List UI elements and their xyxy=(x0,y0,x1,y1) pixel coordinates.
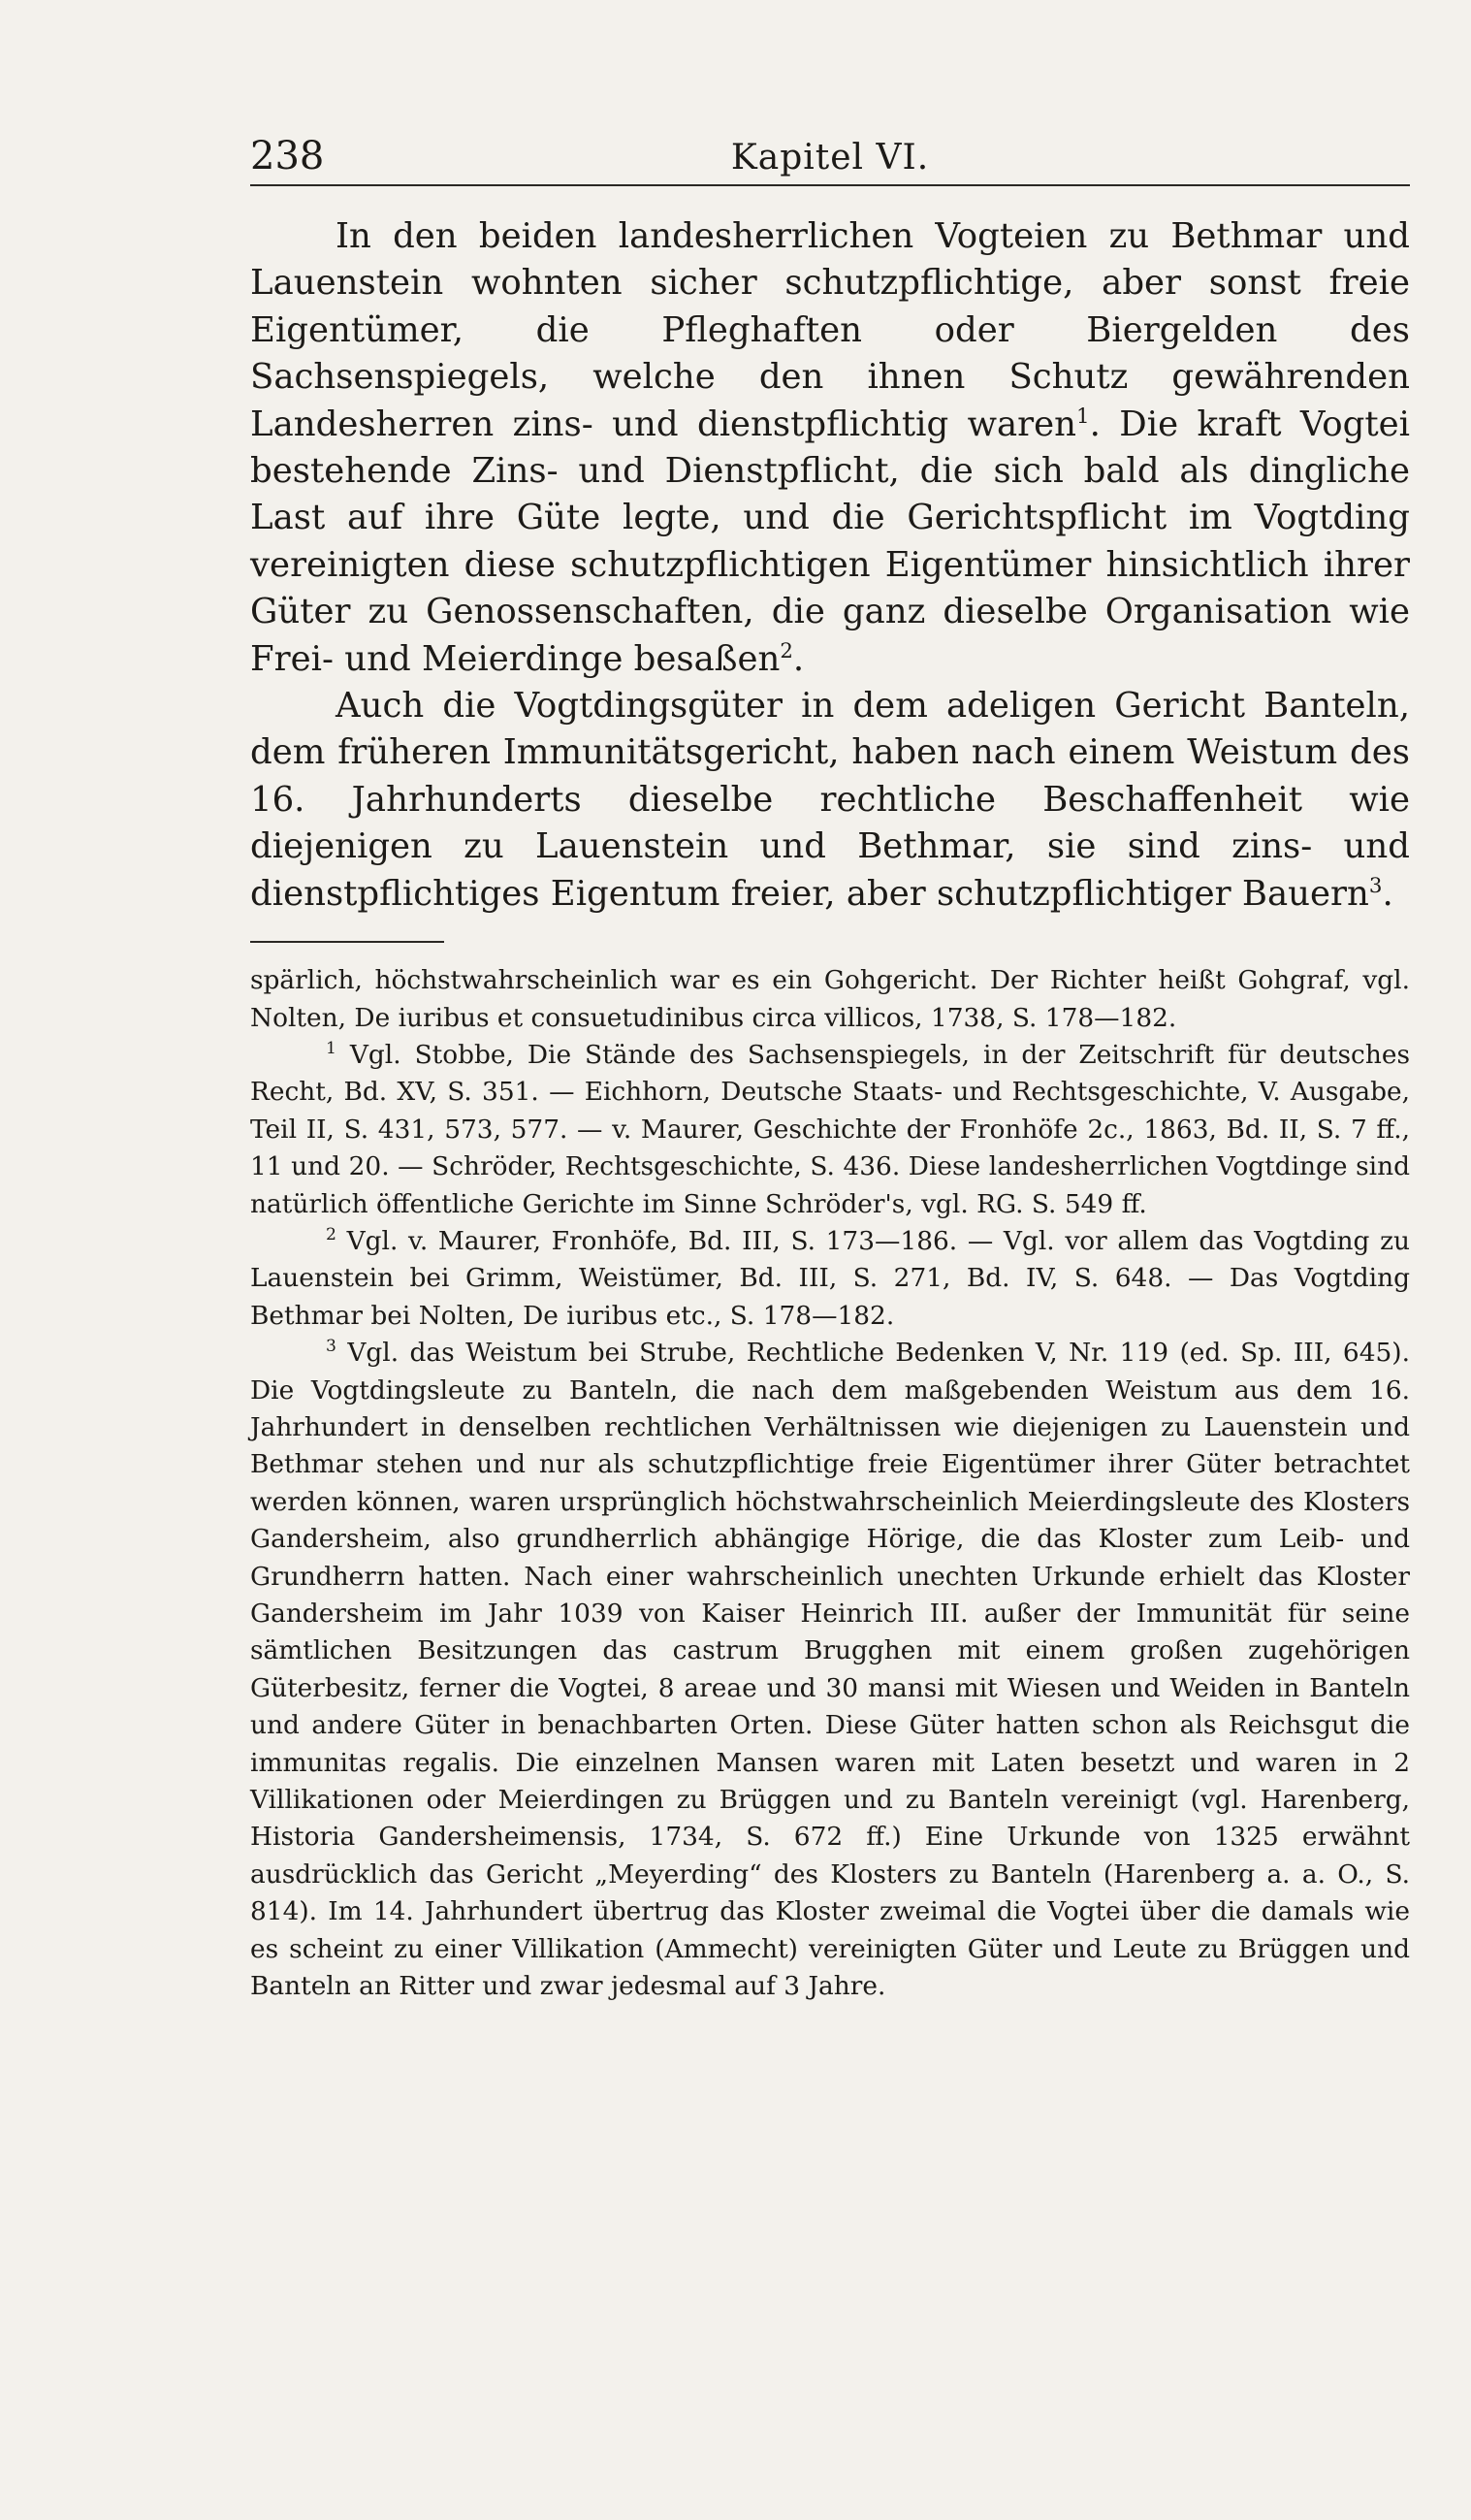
footnote-3-mark: 3 xyxy=(326,1337,336,1357)
paragraph-1 xyxy=(250,213,1410,683)
footnote-3 xyxy=(250,1335,1410,2005)
chapter-title: Kapitel VI. xyxy=(730,138,930,178)
footnote-1-text: Vgl. Stobbe, Die Stände des Sachsenspiegels, in der Zeitschrift für deutsches Recht, Bd. XV, S. 351. — Eichhorn, Deutsche Staats- und Rechtsgeschichte, V. Ausgabe, Teil II, S. 431, 573, 577. — v. Maurer, Geschichte der Fronhöfe 2c., 1863, Bd. II, S. 7 ff., 11 und 20. — Schröder, Rechtsgeschichte, S. 436. Diese landesherrlichen Vogtdinge sind natürlich öffentliche Gerichte im Sinne Schröder's, vgl. RG. S. 549 ff. xyxy=(250,1039,1410,1219)
running-head xyxy=(250,126,1410,186)
footnote-2 xyxy=(250,1223,1410,1335)
paragraph-1-text-b: . Die kraft Vogtei bestehende Zins- und Dienstpflicht, die sich bald als dingliche Last auf ihre Güte legte, und die Gerichtspflicht im Vogtding vereinigten diese schutzpflichtigen Eigentümer hinsichtlich ihrer Güter zu Genossenschaften, die ganz dieselbe Organisation wie Frei- und Meierdinge besaßen xyxy=(250,404,1410,679)
book-page xyxy=(250,126,1410,2005)
footnotes xyxy=(250,962,1410,2005)
footnote-1 xyxy=(250,1037,1410,1223)
footnote-1-mark: 1 xyxy=(326,1039,336,1059)
paragraph-1-end: . xyxy=(792,638,805,679)
main-text xyxy=(250,213,1410,918)
paragraph-2 xyxy=(250,683,1410,918)
footnote-3-text: Vgl. das Weistum bei Strube, Rechtliche Bedenken V, Nr. 119 (ed. Sp. III, 645). Die Vogtdingsleute zu Banteln, die nach dem maßgebenden Weistum aus dem 16. Jahrhundert in denselben rechtlichen Verhältnissen wie diejenigen zu Lauenstein und Bethmar stehen und nur als schutzpflichtige freie Eigentümer ihrer Güter betrachtet werden können, waren ursprünglich höchstwahrscheinlich Meierdingsleute des Klosters Gandersheim, also grundherrlich abhängige Hörige, die das Kloster zum Leib- und Grundherrn hatten. Nach einer wahrscheinlich unechten Urkunde erhielt das Kloster Gandersheim im Jahr 1039 von Kaiser Heinrich III. außer der Immunität für seine sämtlichen Besitzungen das castrum Brugghen mit einem großen zugehörigen Güterbesitz, ferner die Vogtei, 8 areae und 30 mansi mit Wiesen und Weiden in Banteln und andere Güter in benachbarten Orten. Diese Güter hatten schon als Reichsgut die immunitas regalis. Die einzelnen Mansen waren mit Laten besetzt und waren in 2 Villikationen oder Meierdingen zu Brüggen und zu Banteln vereinigt (vgl. Harenberg, Historia Gandersheimensis, 1734, S. 672 ff.) Eine Urkunde von 1325 erwähnt ausdrücklich das Gericht „Meyerding“ des Klosters zu Banteln (Harenberg a. a. O., S. 814). Im 14. Jahrhundert übertrug das Kloster zweimal die Vogtei über die damals wie es scheint zu einer Villikation (Ammecht) vereinigten Güter und Leute zu Brüggen und Banteln an Ritter und zwar jedesmal auf 3 Jahre. xyxy=(250,1338,1410,2002)
page-number: 238 xyxy=(250,134,325,178)
footnote-2-mark: 2 xyxy=(326,1225,336,1245)
footnote-ref-3: 3 xyxy=(1368,873,1383,898)
footnote-continuation: spärlich, höchstwahrscheinlich war es ein Gohgericht. Der Richter heißt Gohgraf, vgl. Nolten, De iuribus et consuetudinibus circa villicos, 1738, S. 178—182. xyxy=(250,965,1410,1033)
paragraph-2-end: . xyxy=(1382,873,1393,914)
footnote-2-text: Vgl. v. Maurer, Fronhöfe, Bd. III, S. 173—186. — Vgl. vor allem das Vogtding zu Lauenstein bei Grimm, Weistümer, Bd. III, S. 271, Bd. IV, S. 648. — Das Vogtding Bethmar bei Nolten, De iuribus etc., S. 178—182. xyxy=(250,1225,1410,1331)
footnote-ref-1: 1 xyxy=(1076,404,1090,429)
footnote-separator xyxy=(250,941,444,943)
footnote-ref-2: 2 xyxy=(780,638,793,663)
paragraph-2-text: Auch die Vogtdingsgüter in dem adeligen Gericht Banteln, dem früheren Immunitätsgericht, haben nach einem Weistum des 16. Jahrhunderts dieselbe rechtliche Beschaffenheit wie diejenigen zu Lauenstein und Bethmar, sie sind zins- und dienstpflichtiges Eigentum freier, aber schutzpflichtiger Bauern xyxy=(250,686,1410,914)
paragraph-1-text-a: In den beiden landesherrlichen Vogteien zu Bethmar und Lauenstein wohnten sicher schutzpflichtige, aber sonst freie Eigentümer, die Pfleghaften oder Biergelden des Sachsenspiegels, welche den ihnen Schutz gewährenden Landesherren zins- und dienstpflichtig waren xyxy=(250,216,1410,444)
